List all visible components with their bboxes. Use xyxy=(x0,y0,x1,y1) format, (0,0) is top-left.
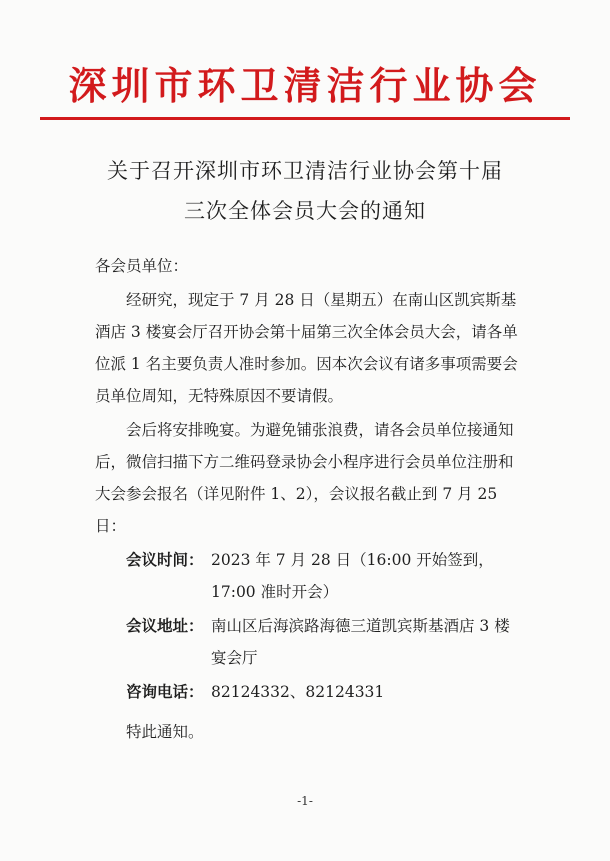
detail-contact-phone xyxy=(95,676,520,708)
notice-title xyxy=(40,151,570,231)
detail-value: 82124332、82124331 xyxy=(211,683,385,701)
organization-letterhead: 深圳市环卫清洁行业协会 xyxy=(68,63,542,108)
notice-title-line-1: 关于召开深圳市环卫清洁行业协会第十届 xyxy=(107,159,503,183)
detail-label: 咨询电话： xyxy=(126,682,204,701)
notice-title-line-2: 三次全体会员大会的通知 xyxy=(184,199,426,223)
letterhead-red-rule xyxy=(40,117,570,120)
detail-value: 南山区后海滨路海德三道凯宾斯基酒店 3 楼宴会厅 xyxy=(211,617,510,667)
detail-meeting-time xyxy=(95,544,520,608)
paragraph-registration: 会后将安排晚宴。为避免铺张浪费，请各会员单位接通知后，微信扫描下方二维码登录协会小程序进行会员单位注册和大会参会报名（详见附件 1、2），会议报名截止到 7 月 25 日： xyxy=(95,421,514,535)
page-number: -1- xyxy=(297,794,313,808)
detail-label: 会议地址： xyxy=(126,616,204,635)
detail-value: 2023 年 7 月 28 日（16:00 开始签到，17:00 准时开会） xyxy=(211,551,494,601)
closing-remark: 特此通知。 xyxy=(126,723,204,741)
detail-meeting-address xyxy=(95,610,520,674)
detail-label: 会议时间： xyxy=(126,550,204,569)
paragraph-meeting-info: 经研究，现定于 7 月 28 日（星期五）在南山区凯宾斯基酒店 3 楼宴会厅召开协会第十届第三次全体会员大会，请各单位派 1 名主要负责人准时参加。因本次会议有诸多事项需要会员单位周知，无特殊原因不要请假。 xyxy=(95,291,518,405)
salutation: 各会员单位： xyxy=(95,257,189,275)
notice-body xyxy=(95,250,520,748)
